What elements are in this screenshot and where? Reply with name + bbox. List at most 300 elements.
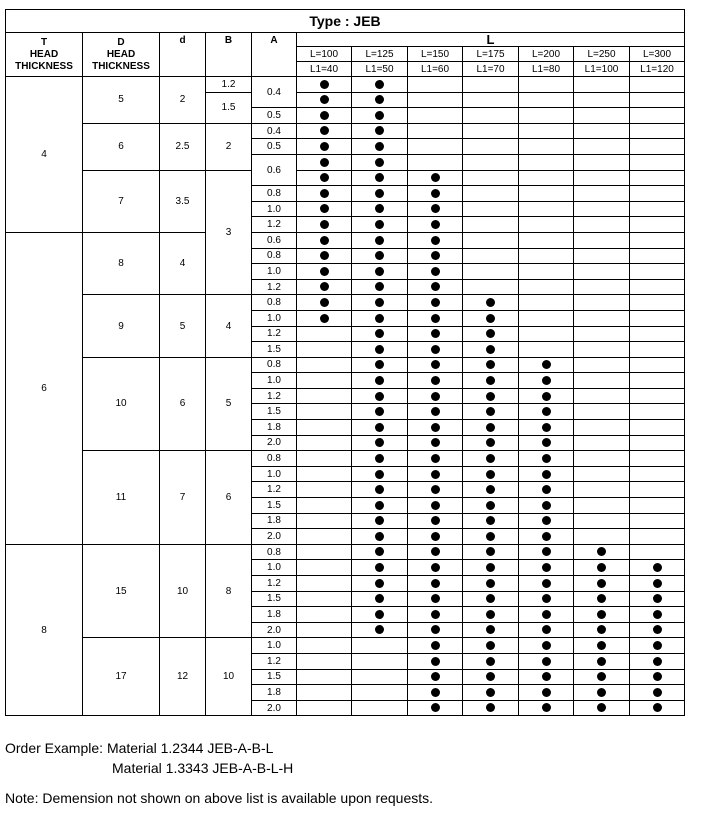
available-dot-icon: [375, 126, 384, 135]
available-dot-icon: [597, 688, 606, 697]
availability-cell: [297, 123, 352, 139]
available-dot-icon: [431, 392, 440, 401]
availability-cell: [352, 295, 408, 311]
a-value: 1.2: [252, 576, 297, 592]
a-value: 1.0: [252, 264, 297, 280]
available-dot-icon: [431, 298, 440, 307]
spec-table-body: [6, 10, 685, 716]
availability-cell: [574, 77, 630, 93]
available-dot-icon: [542, 688, 551, 697]
availability-cell: [519, 638, 574, 654]
a-value: 2.0: [252, 529, 297, 545]
available-dot-icon: [486, 579, 495, 588]
available-dot-icon: [542, 360, 551, 369]
availability-cell: [463, 529, 519, 545]
a-value: 1.0: [252, 201, 297, 217]
availability-cell: [408, 357, 463, 373]
availability-cell: [463, 201, 519, 217]
available-dot-icon: [542, 547, 551, 556]
availability-cell: [352, 373, 408, 389]
availability-cell: [574, 435, 630, 451]
available-dot-icon: [375, 423, 384, 432]
head-d-value: 11: [83, 451, 160, 545]
available-dot-icon: [320, 126, 329, 135]
availability-cell: [408, 279, 463, 295]
availability-cell: [297, 92, 352, 108]
available-dot-icon: [597, 579, 606, 588]
available-dot-icon: [431, 547, 440, 556]
available-dot-icon: [653, 579, 662, 588]
available-dot-icon: [486, 314, 495, 323]
availability-cell: [519, 77, 574, 93]
available-dot-icon: [653, 657, 662, 666]
availability-cell: [463, 700, 519, 716]
available-dot-icon: [431, 173, 440, 182]
availability-cell: [630, 498, 685, 514]
col-header-a: A: [252, 33, 297, 77]
table-row: [6, 638, 685, 654]
availability-cell: [352, 544, 408, 560]
available-dot-icon: [486, 625, 495, 634]
availability-cell: [408, 248, 463, 264]
available-dot-icon: [431, 532, 440, 541]
availability-cell: [630, 451, 685, 467]
available-dot-icon: [542, 392, 551, 401]
availability-cell: [352, 108, 408, 124]
a-value: 2.0: [252, 700, 297, 716]
availability-cell: [408, 310, 463, 326]
l-value: L=100: [297, 47, 352, 62]
l-value: L=200: [519, 47, 574, 62]
availability-cell: [408, 638, 463, 654]
col-header-t-symbol: T: [40, 36, 48, 48]
a-value: 1.0: [252, 638, 297, 654]
available-dot-icon: [320, 189, 329, 198]
small-d-value: 3.5: [160, 170, 206, 232]
col-header-d-head-line2: THICKNESS: [92, 60, 150, 72]
availability-cell: [519, 466, 574, 482]
t-value: 4: [6, 77, 83, 233]
available-dot-icon: [431, 282, 440, 291]
availability-cell: [519, 700, 574, 716]
availability-cell: [519, 186, 574, 202]
available-dot-icon: [431, 625, 440, 634]
col-header-t-line1: HEAD: [29, 48, 59, 60]
availability-cell: [630, 310, 685, 326]
available-dot-icon: [542, 438, 551, 447]
availability-cell: [574, 685, 630, 701]
available-dot-icon: [431, 641, 440, 650]
availability-cell: [630, 154, 685, 170]
availability-cell: [519, 482, 574, 498]
availability-cell: [630, 513, 685, 529]
availability-cell: [574, 154, 630, 170]
table-row: [6, 357, 685, 373]
availability-cell: [408, 513, 463, 529]
available-dot-icon: [375, 345, 384, 354]
table-row: [6, 77, 685, 93]
availability-cell: [352, 217, 408, 233]
availability-cell: [297, 435, 352, 451]
available-dot-icon: [542, 610, 551, 619]
availability-cell: [463, 139, 519, 155]
availability-cell: [519, 248, 574, 264]
available-dot-icon: [431, 610, 440, 619]
availability-cell: [519, 154, 574, 170]
available-dot-icon: [486, 657, 495, 666]
availability-cell: [463, 653, 519, 669]
availability-cell: [519, 279, 574, 295]
availability-cell: [408, 466, 463, 482]
availability-cell: [574, 560, 630, 576]
available-dot-icon: [431, 657, 440, 666]
availability-cell: [352, 576, 408, 592]
availability-cell: [463, 466, 519, 482]
available-dot-icon: [375, 298, 384, 307]
available-dot-icon: [431, 267, 440, 276]
available-dot-icon: [542, 376, 551, 385]
available-dot-icon: [375, 547, 384, 556]
availability-cell: [463, 607, 519, 623]
available-dot-icon: [320, 111, 329, 120]
l1-value: L1=50: [352, 62, 408, 77]
available-dot-icon: [597, 641, 606, 650]
l1-value: L1=70: [463, 62, 519, 77]
availability-cell: [463, 498, 519, 514]
availability-cell: [630, 295, 685, 311]
availability-cell: [352, 310, 408, 326]
col-header-l: L: [297, 33, 685, 47]
availability-cell: [408, 342, 463, 358]
availability-cell: [408, 498, 463, 514]
available-dot-icon: [431, 314, 440, 323]
a-value: 0.4: [252, 77, 297, 108]
availability-cell: [463, 217, 519, 233]
availability-cell: [352, 529, 408, 545]
availability-cell: [630, 388, 685, 404]
availability-cell: [408, 108, 463, 124]
availability-cell: [630, 326, 685, 342]
a-value: 0.8: [252, 186, 297, 202]
availability-cell: [352, 404, 408, 420]
available-dot-icon: [486, 454, 495, 463]
availability-cell: [408, 482, 463, 498]
availability-cell: [352, 700, 408, 716]
availability-cell: [352, 139, 408, 155]
availability-cell: [463, 388, 519, 404]
availability-cell: [352, 232, 408, 248]
availability-cell: [352, 669, 408, 685]
availability-cell: [352, 685, 408, 701]
availability-cell: [463, 154, 519, 170]
small-d-value: 2.5: [160, 123, 206, 170]
availability-cell: [519, 342, 574, 358]
available-dot-icon: [375, 314, 384, 323]
availability-cell: [463, 544, 519, 560]
a-value: 1.2: [252, 217, 297, 233]
available-dot-icon: [486, 329, 495, 338]
available-dot-icon: [375, 454, 384, 463]
b-value: 3: [206, 170, 252, 295]
head-d-value: 5: [83, 77, 160, 124]
available-dot-icon: [486, 532, 495, 541]
availability-cell: [352, 170, 408, 186]
a-value: 1.8: [252, 685, 297, 701]
availability-cell: [519, 326, 574, 342]
head-d-value: 7: [83, 170, 160, 232]
availability-cell: [352, 420, 408, 436]
availability-cell: [630, 482, 685, 498]
available-dot-icon: [542, 485, 551, 494]
head-d-value: 10: [83, 357, 160, 451]
table-row: [6, 544, 685, 560]
availability-cell: [463, 186, 519, 202]
available-dot-icon: [431, 329, 440, 338]
available-dot-icon: [486, 360, 495, 369]
availability-cell: [297, 186, 352, 202]
availability-cell: [297, 607, 352, 623]
available-dot-icon: [320, 220, 329, 229]
available-dot-icon: [542, 532, 551, 541]
a-value: 1.2: [252, 482, 297, 498]
availability-cell: [519, 388, 574, 404]
available-dot-icon: [486, 688, 495, 697]
availability-cell: [352, 653, 408, 669]
available-dot-icon: [320, 158, 329, 167]
b-value: 8: [206, 544, 252, 638]
available-dot-icon: [375, 485, 384, 494]
availability-cell: [519, 420, 574, 436]
available-dot-icon: [431, 438, 440, 447]
availability-cell: [519, 139, 574, 155]
availability-cell: [463, 92, 519, 108]
head-d-value: 8: [83, 232, 160, 294]
availability-cell: [297, 498, 352, 514]
a-value: 0.4: [252, 123, 297, 139]
col-header-d-head: [83, 33, 160, 77]
availability-cell: [630, 685, 685, 701]
table-row: [6, 170, 685, 186]
order-example-line1: Material 1.2344 JEB-A-B-L: [106, 740, 274, 756]
availability-cell: [352, 186, 408, 202]
available-dot-icon: [542, 594, 551, 603]
availability-cell: [519, 232, 574, 248]
availability-cell: [463, 170, 519, 186]
availability-cell: [519, 451, 574, 467]
small-d-value: 7: [160, 451, 206, 545]
available-dot-icon: [320, 298, 329, 307]
availability-cell: [352, 466, 408, 482]
availability-cell: [297, 217, 352, 233]
availability-cell: [574, 638, 630, 654]
head-d-value: 15: [83, 544, 160, 638]
availability-cell: [630, 123, 685, 139]
availability-cell: [574, 201, 630, 217]
availability-cell: [408, 232, 463, 248]
availability-cell: [574, 170, 630, 186]
table-title: Type : JEB: [6, 10, 685, 33]
a-value: 0.8: [252, 295, 297, 311]
order-example-line2: Material 1.3343 JEB-A-B-L-H: [112, 760, 294, 776]
available-dot-icon: [320, 95, 329, 104]
availability-cell: [574, 653, 630, 669]
availability-cell: [463, 232, 519, 248]
availability-cell: [463, 342, 519, 358]
note-text: Note: Demension not shown on above list is available upon requests.: [5, 790, 434, 806]
available-dot-icon: [375, 594, 384, 603]
available-dot-icon: [431, 454, 440, 463]
availability-cell: [352, 435, 408, 451]
available-dot-icon: [431, 345, 440, 354]
col-header-d: d: [160, 33, 206, 77]
availability-cell: [297, 342, 352, 358]
available-dot-icon: [431, 594, 440, 603]
small-d-value: 2: [160, 77, 206, 124]
available-dot-icon: [486, 703, 495, 712]
order-example: [5, 740, 273, 756]
availability-cell: [463, 591, 519, 607]
availability-cell: [408, 622, 463, 638]
availability-cell: [574, 264, 630, 280]
available-dot-icon: [486, 563, 495, 572]
availability-cell: [574, 388, 630, 404]
availability-cell: [574, 92, 630, 108]
availability-cell: [297, 139, 352, 155]
availability-cell: [519, 576, 574, 592]
b-value: 10: [206, 638, 252, 716]
available-dot-icon: [597, 563, 606, 572]
availability-cell: [574, 357, 630, 373]
available-dot-icon: [375, 236, 384, 245]
b-value: 6: [206, 451, 252, 545]
available-dot-icon: [486, 516, 495, 525]
available-dot-icon: [375, 610, 384, 619]
availability-cell: [574, 108, 630, 124]
availability-cell: [574, 466, 630, 482]
availability-cell: [630, 622, 685, 638]
availability-cell: [297, 108, 352, 124]
availability-cell: [463, 622, 519, 638]
availability-cell: [297, 264, 352, 280]
available-dot-icon: [486, 594, 495, 603]
availability-cell: [519, 404, 574, 420]
availability-cell: [297, 451, 352, 467]
availability-cell: [297, 591, 352, 607]
available-dot-icon: [375, 142, 384, 151]
availability-cell: [297, 482, 352, 498]
head-d-value: 6: [83, 123, 160, 170]
availability-cell: [297, 576, 352, 592]
available-dot-icon: [486, 376, 495, 385]
availability-cell: [519, 529, 574, 545]
availability-cell: [463, 295, 519, 311]
available-dot-icon: [486, 392, 495, 401]
header-row: [6, 33, 685, 47]
availability-cell: [463, 513, 519, 529]
availability-cell: [519, 498, 574, 514]
availability-cell: [574, 529, 630, 545]
availability-cell: [574, 310, 630, 326]
availability-cell: [408, 92, 463, 108]
available-dot-icon: [542, 672, 551, 681]
available-dot-icon: [431, 376, 440, 385]
l1-value: L1=40: [297, 62, 352, 77]
b-value: 1.2: [206, 77, 252, 93]
availability-cell: [574, 451, 630, 467]
available-dot-icon: [375, 173, 384, 182]
availability-cell: [519, 591, 574, 607]
b-value: 2: [206, 123, 252, 170]
col-header-t: [6, 33, 83, 77]
a-value: 1.5: [252, 342, 297, 358]
availability-cell: [352, 560, 408, 576]
availability-cell: [519, 295, 574, 311]
a-value: 1.8: [252, 607, 297, 623]
available-dot-icon: [431, 204, 440, 213]
availability-cell: [297, 170, 352, 186]
availability-cell: [463, 451, 519, 467]
a-value: 0.8: [252, 357, 297, 373]
available-dot-icon: [542, 407, 551, 416]
availability-cell: [352, 607, 408, 623]
availability-cell: [297, 529, 352, 545]
availability-cell: [408, 388, 463, 404]
availability-cell: [630, 466, 685, 482]
a-value: 1.5: [252, 498, 297, 514]
available-dot-icon: [375, 220, 384, 229]
availability-cell: [519, 513, 574, 529]
availability-cell: [297, 544, 352, 560]
availability-cell: [519, 544, 574, 560]
available-dot-icon: [375, 267, 384, 276]
small-d-value: 6: [160, 357, 206, 451]
t-value: 6: [6, 232, 83, 544]
available-dot-icon: [320, 236, 329, 245]
available-dot-icon: [486, 547, 495, 556]
availability-cell: [352, 451, 408, 467]
available-dot-icon: [375, 470, 384, 479]
available-dot-icon: [375, 579, 384, 588]
availability-cell: [574, 404, 630, 420]
available-dot-icon: [542, 454, 551, 463]
availability-cell: [408, 653, 463, 669]
available-dot-icon: [375, 360, 384, 369]
availability-cell: [297, 279, 352, 295]
availability-cell: [519, 201, 574, 217]
small-d-value: 10: [160, 544, 206, 638]
availability-cell: [408, 576, 463, 592]
a-value: 2.0: [252, 435, 297, 451]
available-dot-icon: [597, 594, 606, 603]
available-dot-icon: [375, 158, 384, 167]
available-dot-icon: [542, 501, 551, 510]
available-dot-icon: [431, 251, 440, 260]
availability-cell: [297, 622, 352, 638]
available-dot-icon: [431, 563, 440, 572]
availability-cell: [574, 217, 630, 233]
a-value: 1.5: [252, 591, 297, 607]
available-dot-icon: [431, 688, 440, 697]
availability-cell: [408, 560, 463, 576]
available-dot-icon: [431, 423, 440, 432]
available-dot-icon: [653, 563, 662, 572]
a-value: 1.2: [252, 388, 297, 404]
availability-cell: [574, 591, 630, 607]
available-dot-icon: [486, 641, 495, 650]
available-dot-icon: [597, 672, 606, 681]
l1-value: L1=120: [630, 62, 685, 77]
a-value: 1.0: [252, 466, 297, 482]
